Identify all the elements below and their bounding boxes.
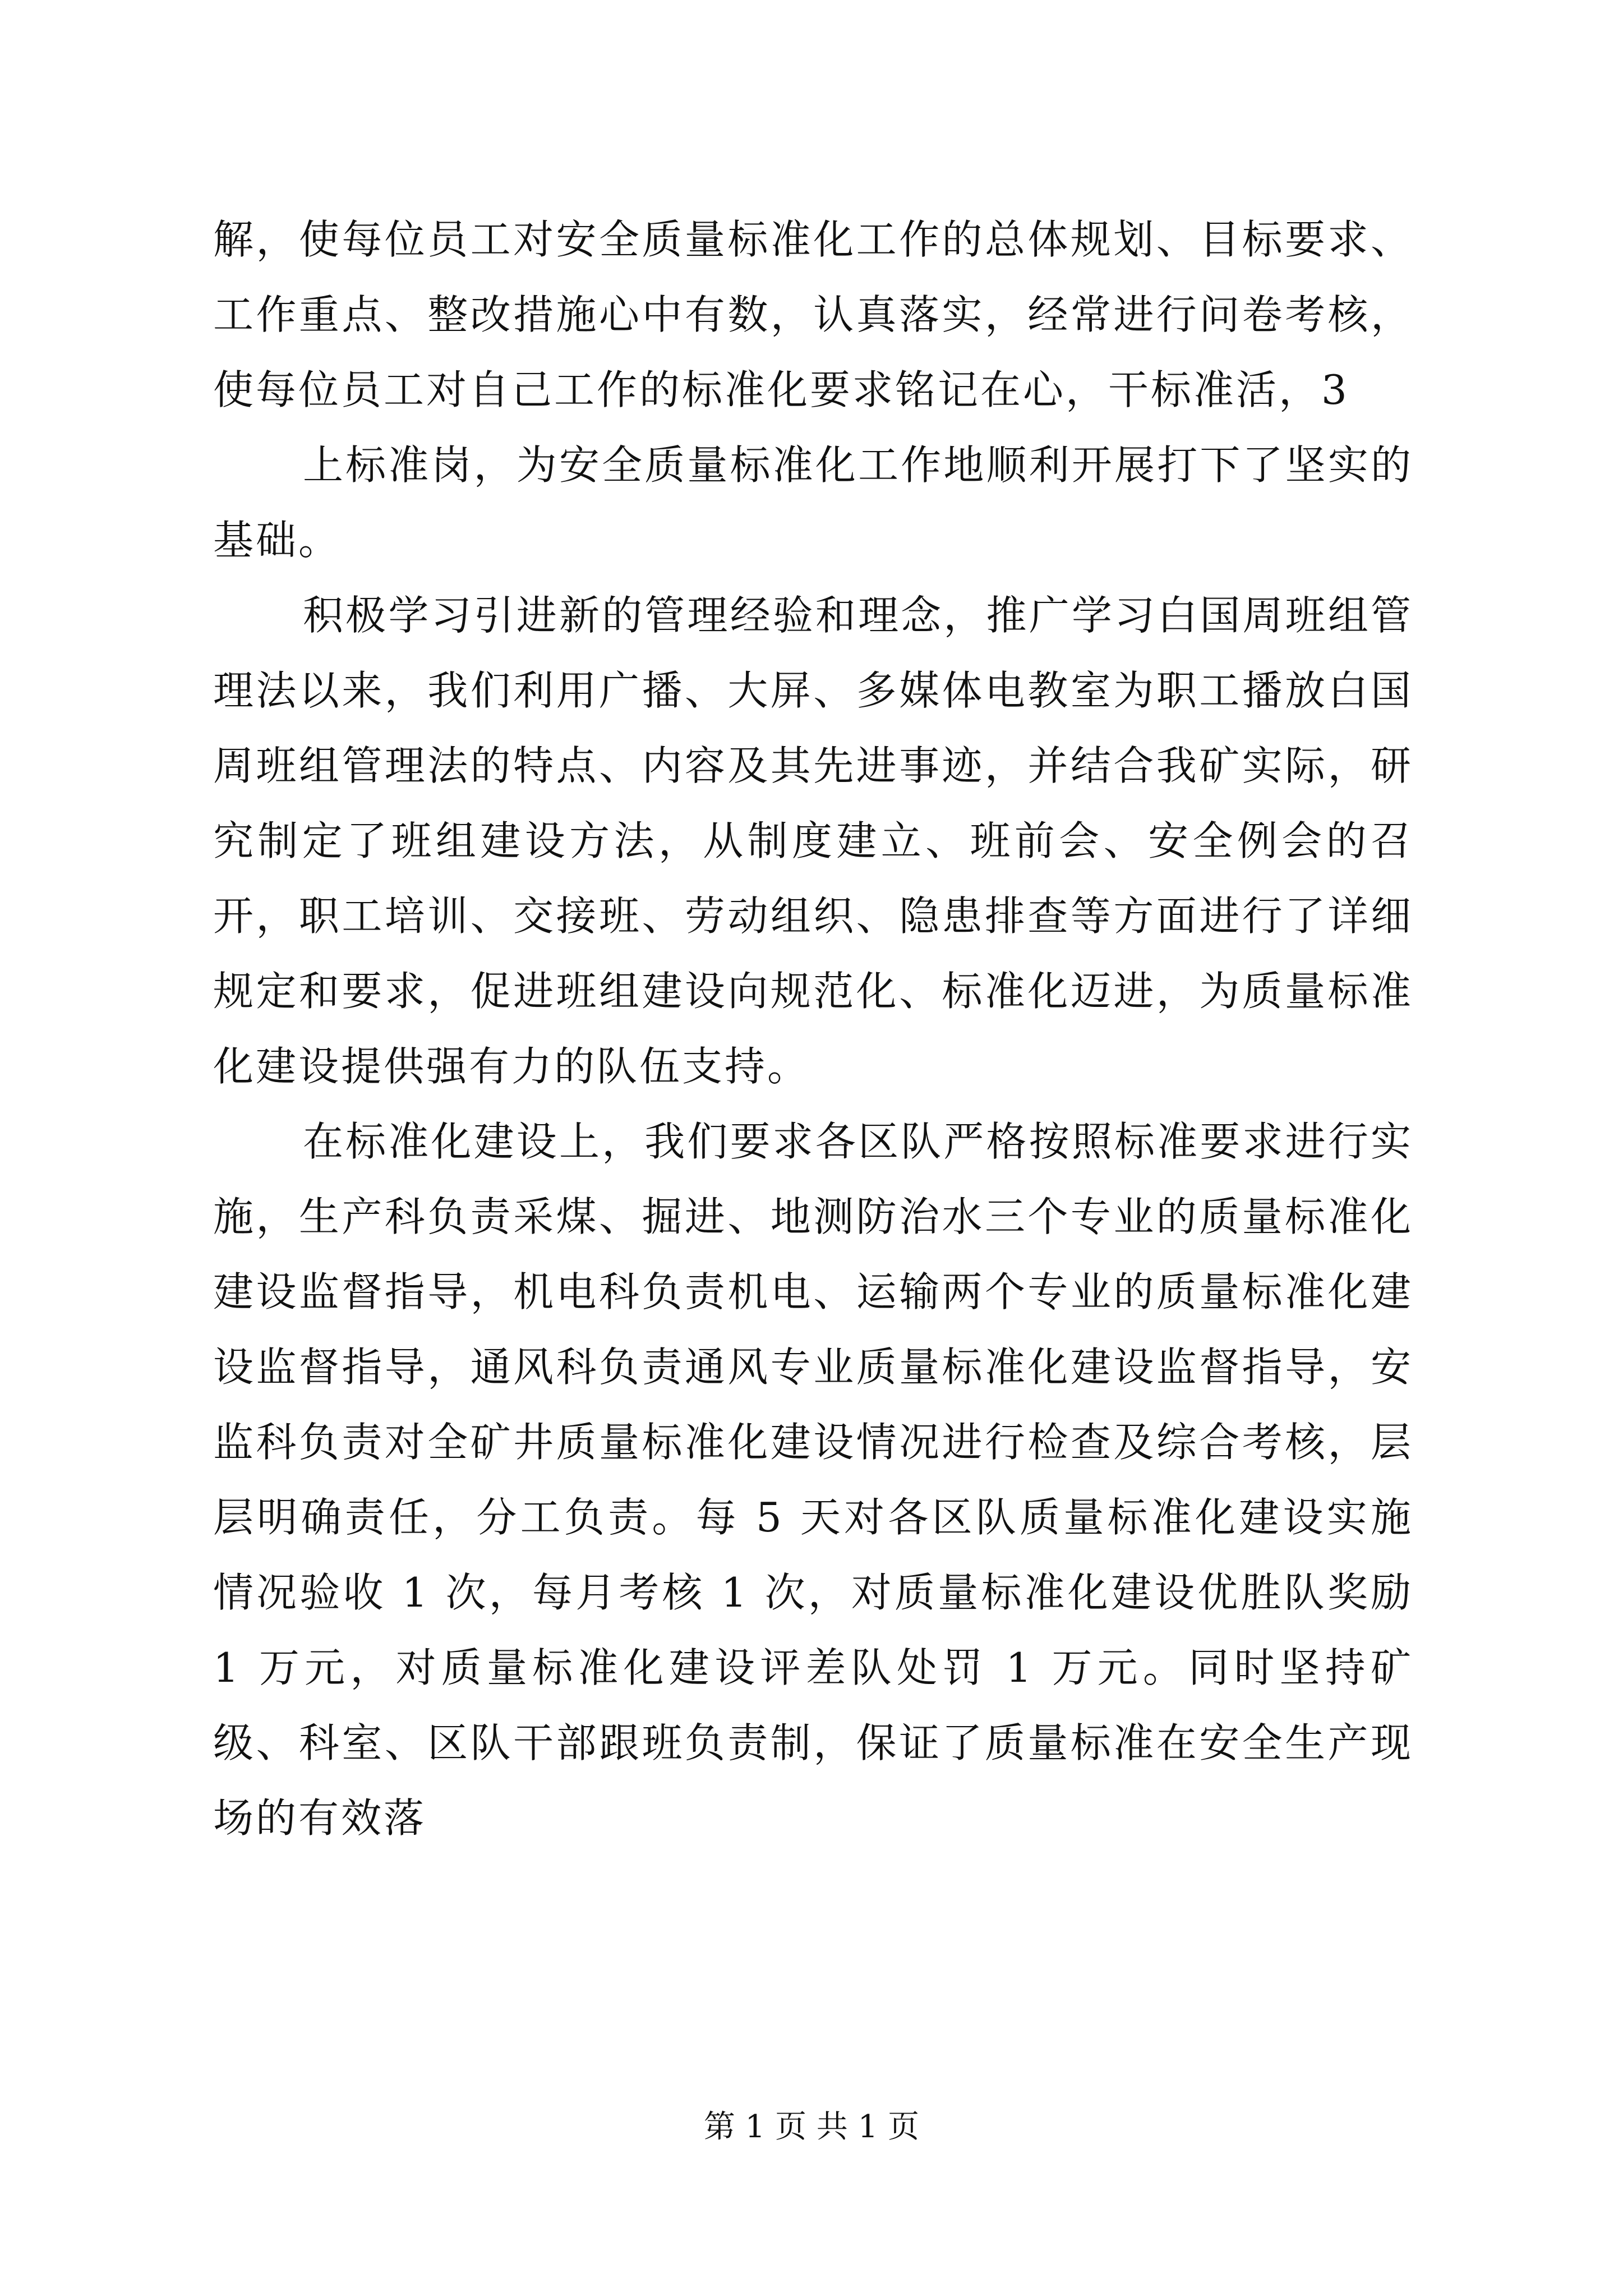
- document-body: [213, 202, 1413, 1856]
- page-number-footer: 第 1 页 共 1 页: [703, 2109, 920, 2145]
- paragraph-3: 积极学习引进新的管理经验和理念，推广学习白国周班组管理法以来，我们利用广播、大屏、多媒体电教室为职工播放白国周班组管理法的特点、内容及其先进事迹，并结合我矿实际，研究制定了班组建设方法，从制度建立、班前会、安全例会的召开，职工培训、交接班、劳动组织、隐患排查等方面进行了详细规定和要求，促进班组建设向规范化、标准化迈进，为质量标准化建设提供强有力的队伍支持。: [213, 592, 1413, 1090]
- paragraph-4: 在标准化建设上，我们要求各区队严格按照标准要求进行实施，生产科负责采煤、掘进、地测防治水三个专业的质量标准化建设监督指导，机电科负责机电、运输两个专业的质量标准化建设监督指导，通风科负责通风专业质量标准化建设监督指导，安监科负责对全矿井质量标准化建设情况进行检查及综合考核，层层明确责任，分工负责。每 5 天对各区队质量标准化建设实施情况验收 1 次，每月考核 1 次，对质量标准化建设优胜队奖励 1 万元，对质量标准化建设评差队处罚 1 万元。同时坚持矿级、科室、区队干部跟班负责制，保证了质量标准在安全生产现场的有效落: [213, 1118, 1413, 1842]
- paragraph-1: 解，使每位员工对安全质量标准化工作的总体规划、目标要求、工作重点、整改措施心中有数，认真落实，经常进行问卷考核，使每位员工对自己工作的标准化要求铭记在心，干标准活，3: [213, 216, 1413, 413]
- paragraph-2: 上标准岗，为安全质量标准化工作地顺利开展打下了坚实的基础。: [213, 441, 1413, 564]
